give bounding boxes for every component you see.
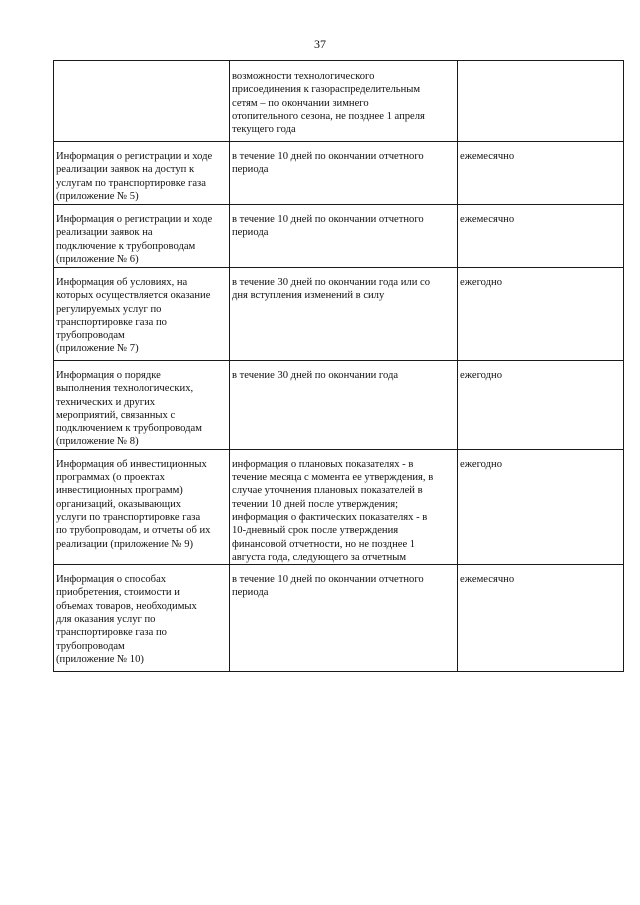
- frequency-cell: [458, 565, 624, 672]
- frequency-text: ежемесячно: [460, 214, 515, 225]
- deadline-text: в течение 10 дней по окончании отчетного периода: [232, 151, 424, 176]
- deadline-cell: [230, 361, 458, 450]
- info-cell: [54, 565, 230, 672]
- table-row: [54, 61, 624, 142]
- info-text: Информация о регистрации и ходе реализации заявок на подключение к трубопроводам (приложение № 6): [56, 214, 213, 265]
- frequency-cell: [458, 205, 624, 268]
- deadline-text: в течение 10 дней по окончании отчетного периода: [232, 214, 424, 239]
- deadline-text: в течение 10 дней по окончании отчетного периода: [232, 574, 424, 599]
- info-text: Информация об инвестиционных программах (о проектах инвестиционных программ) организаций, оказывающих услуги по транспортировке газа по трубопроводам, и отчеты об их реализации (приложение № 9): [56, 458, 211, 550]
- info-cell: [54, 142, 230, 205]
- frequency-cell: [458, 61, 624, 142]
- info-text: Информация о порядке выполнения технологических, технических и других мероприятий, связанных с подключением к трубопроводам (приложение № 8): [56, 370, 202, 448]
- frequency-text: [460, 61, 621, 70]
- frequency-cell: [458, 361, 624, 450]
- frequency-cell: [458, 268, 624, 361]
- deadline-text: в течение 30 дней по окончании года или со дня вступления изменений в силу: [232, 277, 431, 302]
- frequency-cell: [458, 449, 624, 564]
- deadline-cell: [230, 268, 458, 361]
- table-row: [54, 449, 624, 564]
- table-row: [54, 142, 624, 205]
- frequency-text: ежегодно: [460, 370, 503, 381]
- info-text: Информация о способах приобретения, стоимости и объемах товаров, необходимых для оказания услуг по транспортировке газа по трубопроводам (приложение № 10): [56, 574, 197, 665]
- table-row: [54, 205, 624, 268]
- info-text: Информация о регистрации и ходе реализации заявок на доступ к услугам по транспортировке газа (приложение № 5): [56, 151, 213, 202]
- deadline-cell: [230, 449, 458, 564]
- deadline-cell: [230, 61, 458, 142]
- info-cell: [54, 205, 230, 268]
- info-cell: [54, 268, 230, 361]
- page-number: 37: [314, 37, 326, 51]
- disclosure-table: [53, 60, 624, 672]
- info-cell: [54, 361, 230, 450]
- info-cell: [54, 449, 230, 564]
- frequency-cell: [458, 142, 624, 205]
- frequency-text: ежемесячно: [460, 574, 515, 586]
- deadline-text: информация о плановых показателях - в течение месяца с момента ее утверждения, в случае уточнения плановых показателей в течении 10 дней после утверждения; информация о фактических показателях - в 10-дневный срок после утверждения финансовой отчетности, но не позднее 1 августа года, следующего за отчетным: [232, 458, 434, 563]
- info-text: Информация об условиях, на которых осуществляется оказание регулируемых услуг по транспортировке газа по трубопроводам (приложение № 7): [56, 277, 211, 355]
- table-row: [54, 565, 624, 672]
- table-row: [54, 361, 624, 450]
- frequency-text: ежегодно: [460, 277, 503, 288]
- deadline-cell: [230, 205, 458, 268]
- table-row: [54, 268, 624, 361]
- deadline-text: возможности технологического присоединения к газораспределительным сетям – по окончании зимнего отопительного сезона, не позднее 1 апреля текущего года: [232, 71, 425, 136]
- info-cell: [54, 61, 230, 142]
- info-text: [56, 61, 227, 70]
- frequency-text: ежемесячно: [460, 151, 515, 162]
- deadline-cell: [230, 565, 458, 672]
- deadline-cell: [230, 142, 458, 205]
- frequency-text: ежегодно: [460, 458, 503, 470]
- deadline-text: в течение 30 дней по окончании года: [232, 370, 399, 381]
